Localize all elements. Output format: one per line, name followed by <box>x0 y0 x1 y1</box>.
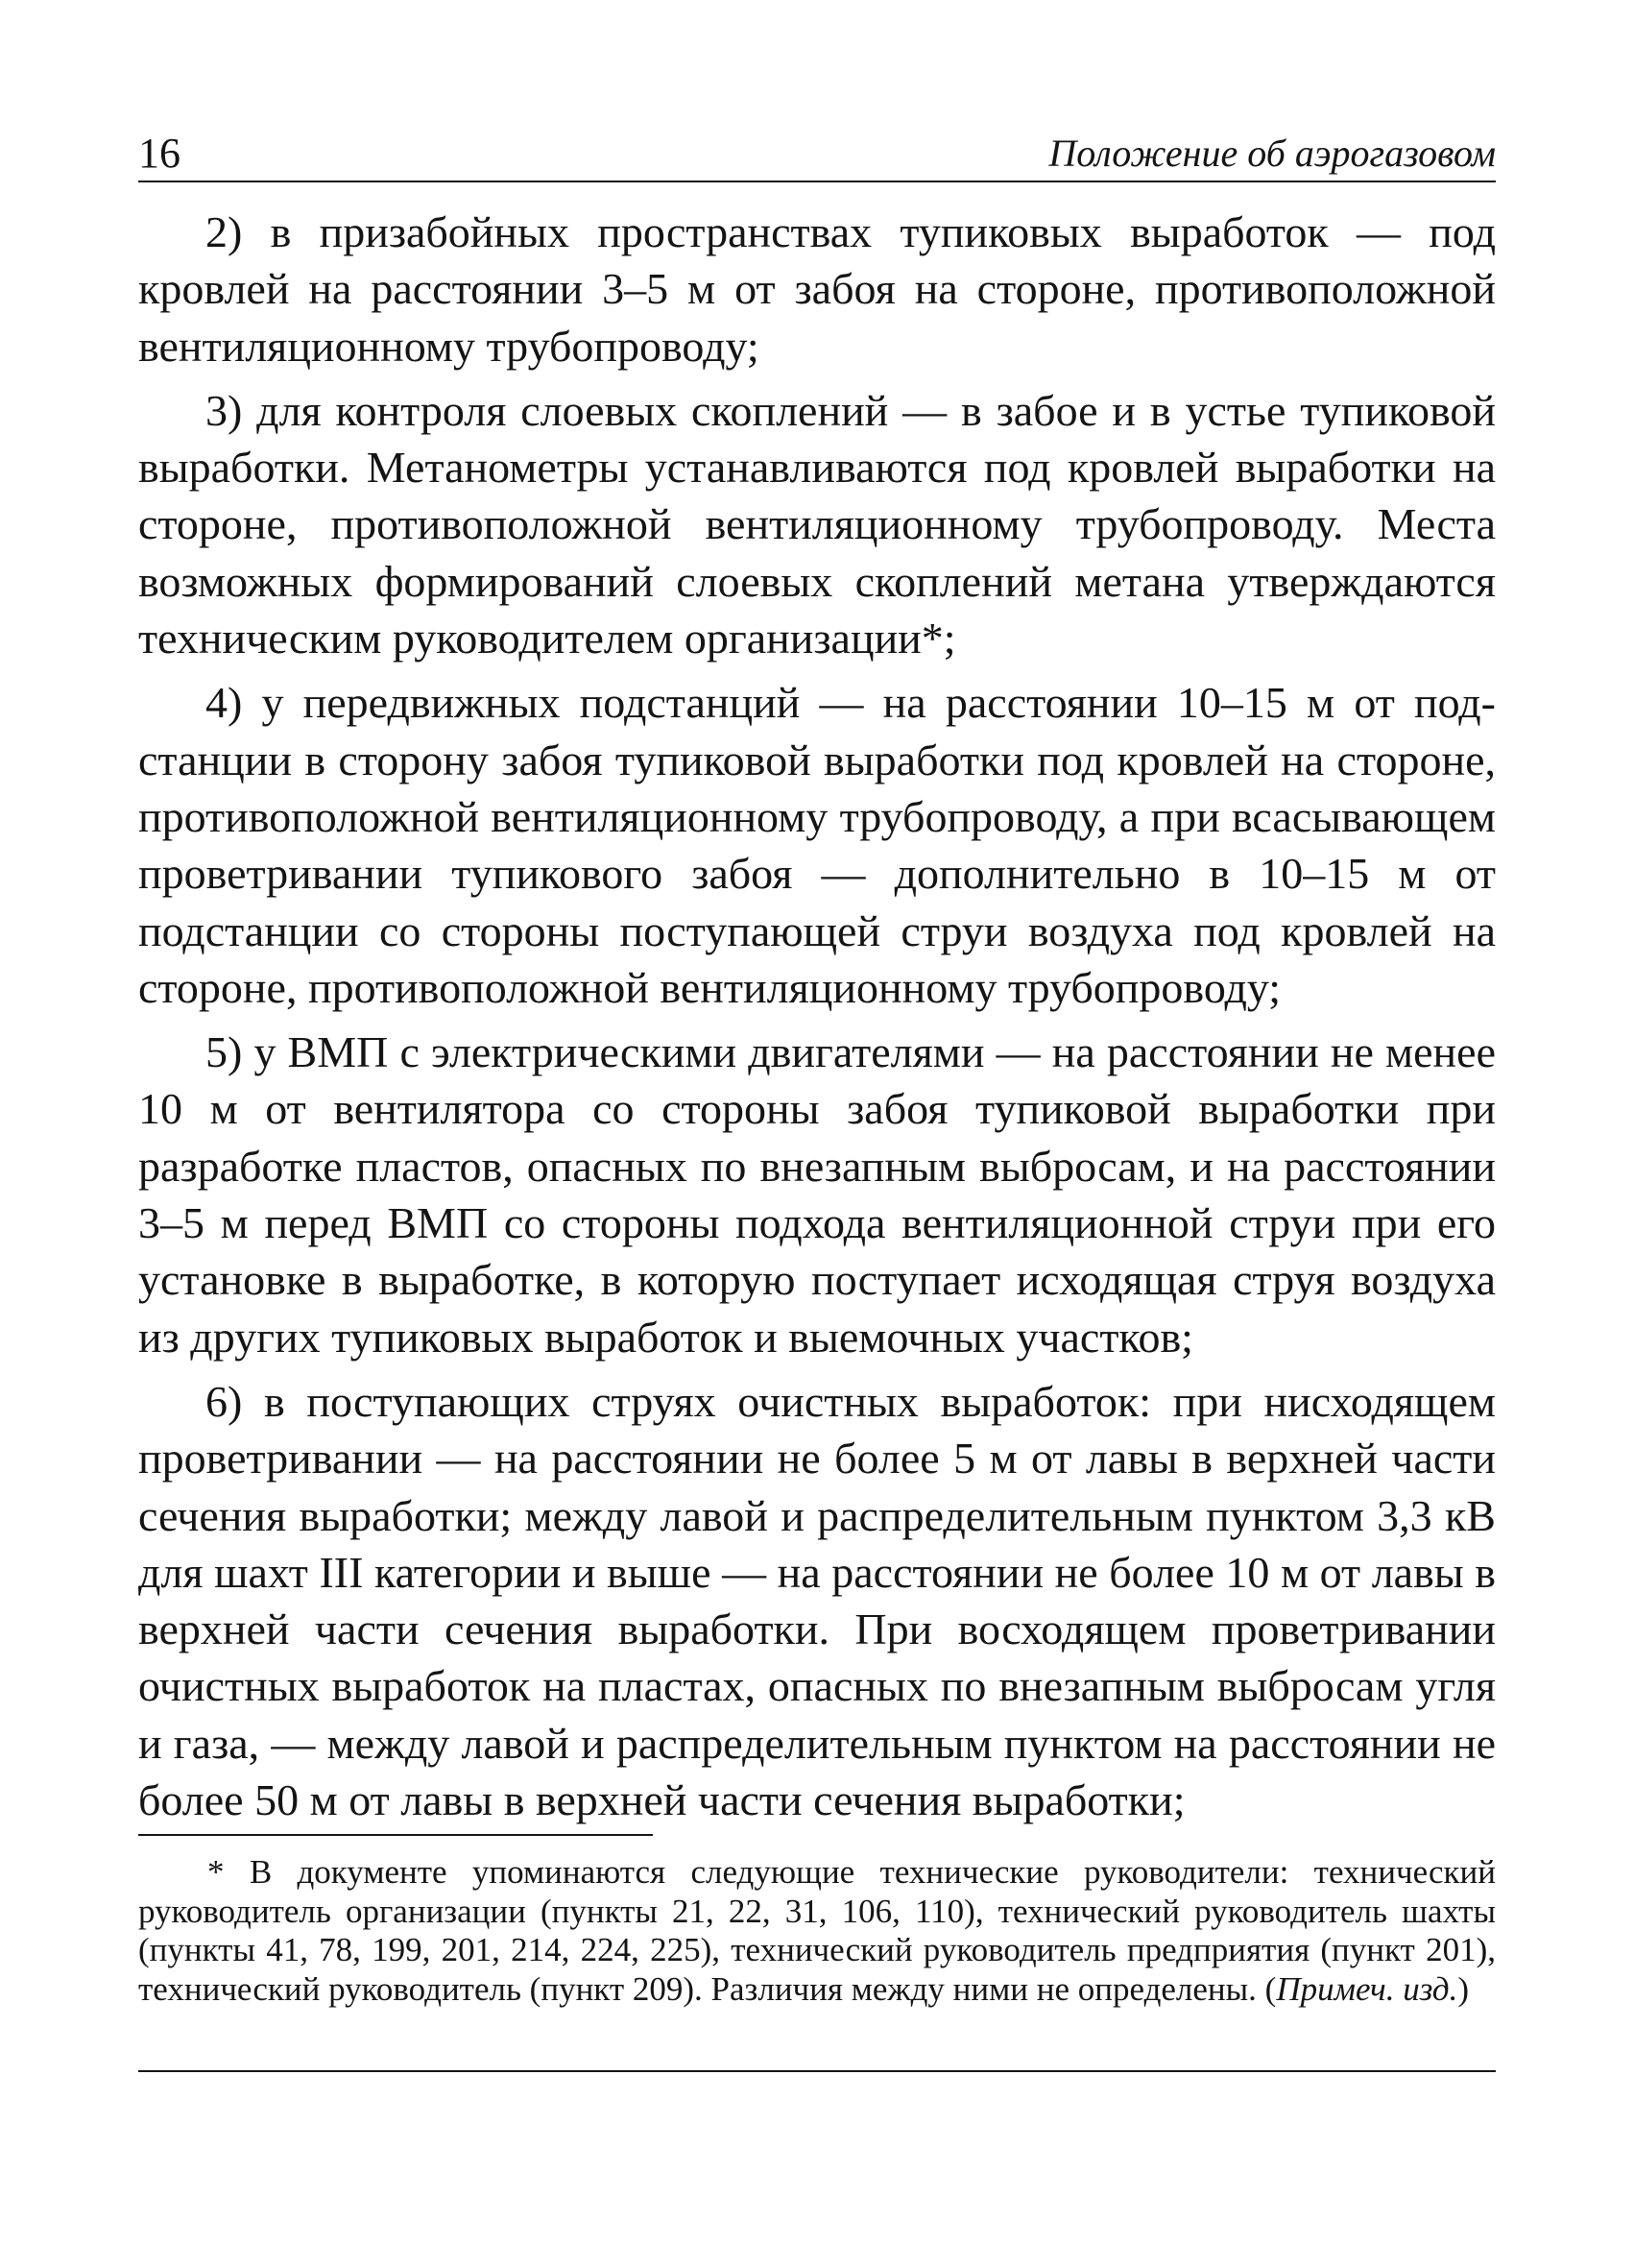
paragraph-item-4: 4) у передвижных подстанций — на расстоянии 10–15 м от подстанции в сторону забоя тупиковой выработки под кровлей на стороне, противоположной вентиляционному трубопроводу, а при всасывающем проветривании тупикового забоя — дополнительно в 10–15 м от подстанции со стороны поступающей струи воздуха под кровлей на стороне, противоположной вентиляционному трубопроводу; <box>138 678 1496 1012</box>
footnote <box>138 1853 1496 2009</box>
bottom-rule <box>138 2070 1496 2072</box>
document-page <box>138 0 1496 2268</box>
running-header <box>138 127 1496 182</box>
page-number: 16 <box>138 130 180 177</box>
paragraph-item-5: 5) у ВМП с электрическими двигателями — на расстоянии не менее 10 м от вентилятора со стороны забоя тупиковой выработки при разработке пластов, опасных по внезапным выбросам, и на расстоянии 3–5 м перед ВМП со стороны подхода вентиляционной струи при его установке в выработке, в которую поступает исходящая струя воздуха из других тупиковых выработок и выемочных участков; <box>138 1027 1496 1362</box>
paragraph-item-2: 2) в призабойных пространствах тупиковых выработок — под кровлей на расстоянии 3–5 м от забоя на стороне, противоположной вентиляционному трубопроводу; <box>138 207 1496 371</box>
footnote-close: ) <box>1457 1969 1470 2008</box>
paragraph-item-6: 6) в поступающих струях очистных выработок: при нисходящем проветривании — на расстоянии не более 5 м от лавы в верхней части сечения выработки; между лавой и распределительным пунктом 3,3 кВ для шахт III категории и выше — на расстоянии не более 10 м от лавы в верхней части сечения выработки. При восходящем проветривании очистных выработок на пластах, опасных по внезапным выбросам угля и газа, — между лавой и распределительным пунктом на расстоянии не более 50 м от лавы в верхней части сечения выработки; <box>138 1376 1496 1825</box>
footnote-text: * В документе упоминаются следующие технические руководители: технический руководитель организации (пункты 21, 22, 31, 106, 110), технический руководитель шахты (пункты 41, 78, 199, 201, 214, 224, 225), технический руководитель предприятия (пункт 201), технический руководитель (пункт 209). Различия между ними не определены. ( <box>138 1853 1496 2008</box>
running-title: Положение об аэрогазовом <box>1048 132 1496 175</box>
paragraph-item-3: 3) для контроля слоевых скоплений — в забое и в устье тупиковой выработки. Метанометры устанавливаются под кровлей выработки на стороне, противоположной вентиляционному трубопроводу. Места возможных формирований слоевых скоплений метана утверждаются техническим руководителем организации*; <box>138 385 1496 664</box>
footnote-editor-note: Примеч. изд. <box>1276 1969 1458 2008</box>
footnote-separator <box>138 1834 653 1836</box>
body-text <box>138 204 1496 1836</box>
